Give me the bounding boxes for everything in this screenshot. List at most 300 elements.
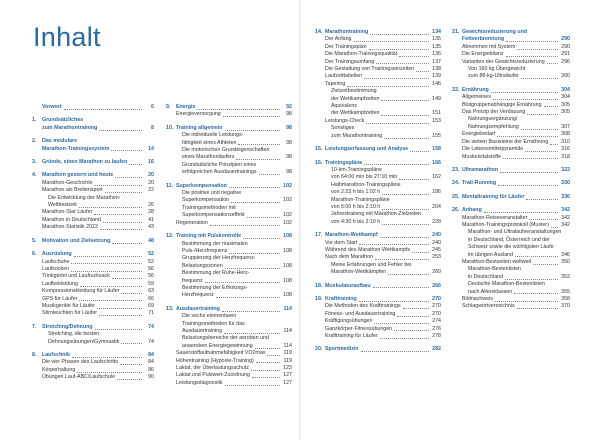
toc-page-number: 127 [283, 372, 292, 379]
toc-entry[interactable] [315, 59, 441, 66]
toc-entry[interactable] [166, 212, 292, 219]
toc-entry[interactable] [32, 195, 154, 202]
toc-section [452, 167, 570, 174]
dot-leader [491, 92, 558, 93]
dot-leader [374, 323, 429, 324]
toc-page-number: 228 [432, 218, 441, 225]
toc-entry[interactable] [166, 313, 292, 320]
toc-entry[interactable] [166, 358, 292, 365]
dot-leader [381, 115, 429, 116]
toc-entry[interactable] [166, 321, 292, 328]
toc-entry[interactable] [452, 124, 570, 131]
toc-page-number: 127 [283, 379, 292, 386]
dot-leader [251, 370, 280, 371]
toc-entry[interactable] [315, 133, 441, 140]
dot-leader [103, 222, 142, 223]
toc-entry[interactable] [32, 273, 154, 280]
toc-entry[interactable] [452, 109, 570, 116]
toc-entry[interactable] [315, 182, 441, 189]
dot-leader [382, 194, 429, 195]
toc-page-number: 358 [561, 296, 570, 302]
toc-entry-title: 10-km-Trainingspläne [331, 166, 383, 173]
toc-entry[interactable] [452, 266, 570, 273]
toc-entry[interactable] [166, 292, 292, 299]
toc-entry[interactable] [452, 131, 570, 138]
toc-entry-title: Schlagwortverzeichnis [462, 303, 515, 310]
dot-leader [243, 238, 280, 239]
toc-page-number: 305 [561, 109, 570, 116]
dot-leader [364, 164, 429, 165]
toc-entry-title: Superkompensation [176, 182, 227, 189]
toc-page-number: 63 [148, 288, 154, 295]
toc-chapter-entry[interactable] [452, 87, 570, 94]
toc-entry[interactable] [166, 350, 292, 357]
toc-section [32, 104, 154, 111]
toc-chapter-entry[interactable] [315, 283, 441, 290]
toc-entry[interactable] [452, 146, 570, 153]
toc-entry[interactable] [166, 140, 292, 147]
toc-entry-title: Ausdauertraining [182, 327, 223, 334]
toc-chapter-number: 14. [315, 29, 323, 35]
toc-entry[interactable] [166, 205, 292, 212]
dot-leader [484, 212, 558, 213]
toc-entry-title: Ausdauertraining [176, 305, 220, 312]
toc-page-number: 245 [432, 246, 441, 253]
toc-chapter-entry[interactable] [32, 159, 154, 166]
toc-entry-title: Muskulaturaufbau [325, 282, 371, 289]
toc-entry-title: Trainingsmethoden für das [182, 320, 245, 327]
toc-page-number: 291 [561, 51, 570, 58]
toc-page-number: 108 [283, 262, 292, 269]
toc-page-number: 352 [561, 273, 570, 280]
dot-leader [517, 308, 558, 309]
toc-chapter-entry[interactable] [166, 104, 292, 111]
toc-chapter-number: 26. [452, 207, 460, 214]
toc-entry-title: Grundsätzliches [42, 117, 84, 124]
dot-leader [105, 192, 142, 193]
toc-chapter-entry[interactable] [315, 346, 441, 353]
toc-chapter-number: 15. [315, 146, 323, 153]
toc-chapter-number: 25. [452, 193, 460, 200]
dot-leader [500, 172, 558, 173]
toc-entry[interactable] [315, 81, 441, 88]
dot-leader [380, 237, 429, 238]
toc-entry[interactable] [315, 36, 441, 43]
toc-entry-title: Marathontraining [325, 29, 369, 35]
toc-entry-title: Die Methoden des Krafttrainings [325, 303, 401, 310]
toc-page-number: 134 [432, 29, 441, 35]
toc-entry[interactable] [32, 209, 154, 216]
toc-entry[interactable] [452, 44, 570, 51]
toc-chapter-entry[interactable] [315, 232, 441, 239]
toc-page-number: 151 [432, 110, 441, 117]
toc-entry[interactable] [166, 270, 292, 277]
toc-entry-title: in Deutschland [468, 273, 504, 280]
toc-entry[interactable] [32, 224, 154, 231]
toc-entry-title: Puls-/Herzfrequenz [182, 247, 228, 254]
toc-entry-title: Belastungsbereiche der aeroben und [182, 335, 269, 342]
dot-leader [112, 278, 142, 279]
toc-entry[interactable] [315, 118, 441, 125]
toc-entry-title: Marathon gestern und heute [42, 172, 114, 179]
toc-entry[interactable] [315, 326, 441, 333]
toc-page-number: 307 [561, 123, 570, 130]
toc-chapter-entry[interactable] [32, 251, 154, 258]
toc-column-3 [315, 29, 441, 360]
toc-entry[interactable] [166, 285, 292, 292]
toc-chapter-entry[interactable] [452, 167, 570, 174]
toc-chapter-entry[interactable] [166, 125, 292, 132]
toc-entry[interactable] [32, 187, 154, 194]
toc-entry-title: von 2:23 h bis 1:02 h [331, 189, 381, 196]
dot-leader [376, 63, 429, 64]
toc-chapter-entry[interactable] [452, 207, 570, 214]
toc-entry-title: Krafttraining für Läufer [325, 333, 378, 340]
toc-entry[interactable] [452, 229, 570, 236]
toc-section [32, 238, 154, 245]
toc-page-number: 342 [561, 207, 570, 214]
toc-entry-title: Marathon in Deutschland [42, 216, 101, 223]
toc-chapter-entry[interactable] [166, 233, 292, 240]
toc-entry-title: Das Prinzip der Verdauung [462, 109, 526, 116]
toc-entry[interactable] [32, 331, 154, 338]
toc-entry[interactable] [452, 116, 570, 123]
toc-entry-title: fähigkeit eines Athleten [182, 139, 237, 146]
toc-page-number: 102 [283, 182, 292, 189]
toc-page-number: 260 [432, 269, 441, 276]
dot-leader [229, 187, 280, 188]
toc-entry[interactable] [166, 162, 292, 169]
toc-page-number: 52 [148, 251, 154, 258]
toc-entry[interactable] [32, 266, 154, 273]
toc-entry-title: Sonstiges [331, 125, 355, 132]
dot-leader [369, 49, 429, 50]
toc-section [452, 207, 570, 311]
dot-leader [347, 86, 429, 87]
toc-page-number: 59 [148, 280, 154, 287]
toc-entry-title: Marathon-Wettkampf [325, 232, 378, 239]
toc-entry-title: Laktat und Pulswert-Zuordnung [176, 372, 250, 379]
toc-chapter-entry[interactable] [32, 146, 154, 153]
toc-entry[interactable] [315, 167, 441, 174]
toc-entry[interactable] [315, 96, 441, 103]
toc-page-number: 162 [432, 174, 441, 181]
toc-entry-title: Training mit Pulskontrolle [176, 233, 242, 240]
toc-entry-title: Marathon als Breitensport [42, 187, 103, 194]
toc-entry[interactable] [32, 303, 154, 310]
toc-entry-title: Bestimmung der maximalen [182, 240, 248, 247]
toc-entry[interactable] [32, 202, 154, 209]
toc-page-number: 136 [432, 51, 441, 58]
dot-leader [224, 333, 280, 334]
toc-entry-title: Anhang [462, 207, 482, 214]
toc-entry[interactable] [32, 359, 154, 366]
toc-page-number: 137 [432, 58, 441, 65]
toc-entry-title: Laufsocken [42, 265, 70, 272]
toc-entry[interactable] [452, 289, 570, 296]
toc-page-number: 342 [561, 214, 570, 221]
toc-entry-title: zum Marathontraining [331, 132, 383, 139]
toc-entry[interactable] [315, 303, 441, 310]
toc-entry-title: Zielzeitbestimmung [331, 88, 377, 95]
toc-page-number: 308 [561, 131, 570, 138]
dot-leader [197, 109, 280, 110]
toc-entry[interactable] [452, 51, 570, 58]
toc-page-number: 26 [148, 202, 154, 209]
dot-leader [527, 114, 558, 115]
dot-leader [384, 138, 429, 139]
toc-chapter-entry[interactable] [315, 160, 441, 167]
dot-leader [364, 78, 429, 79]
toc-entry-title: Energiebedarf [462, 131, 496, 138]
toc-entry[interactable] [452, 296, 570, 303]
toc-entry[interactable] [32, 217, 154, 224]
toc-entry[interactable] [32, 259, 154, 266]
toc-entry[interactable] [315, 211, 441, 218]
toc-chapter-entry[interactable] [315, 146, 441, 153]
toc-chapter-entry[interactable] [32, 104, 154, 111]
toc-entry-title: Dehnungsübungen/Gymnastik [48, 338, 120, 345]
dot-leader [412, 252, 429, 253]
toc-page-number: 56 [148, 273, 154, 280]
toc-chapter-entry[interactable] [452, 194, 570, 201]
toc-entry-title: Vor dem Start [325, 239, 358, 246]
toc-chapter-entry[interactable] [32, 125, 154, 132]
toc-section [32, 172, 154, 231]
toc-entry[interactable] [315, 51, 441, 58]
toc-entry[interactable] [315, 73, 441, 80]
toc-entry[interactable] [452, 222, 570, 229]
toc-entry[interactable] [315, 110, 441, 117]
toc-entry[interactable] [166, 343, 292, 350]
dot-leader [380, 338, 429, 339]
toc-entry[interactable] [32, 310, 154, 317]
toc-entry-title: Höhentraining (Hypoxie-Training) [176, 357, 254, 364]
toc-entry-title: Tapering [325, 80, 346, 87]
dot-leader [222, 311, 280, 312]
toc-chapter-entry[interactable] [32, 138, 154, 145]
toc-entry-title: Ernährung [462, 86, 489, 93]
toc-entry[interactable] [315, 197, 441, 204]
dot-leader [99, 130, 142, 131]
toc-entry[interactable] [452, 237, 570, 244]
toc-entry[interactable] [315, 262, 441, 269]
toc-page-number: 270 [432, 303, 441, 310]
toc-entry-title: Vorwort [42, 104, 62, 110]
dot-leader [515, 256, 558, 257]
toc-chapter-entry[interactable] [452, 180, 570, 187]
toc-entry-title: Das modulare [42, 138, 78, 145]
toc-entry[interactable] [166, 190, 292, 197]
toc-entry[interactable] [315, 240, 441, 247]
toc-entry[interactable] [32, 296, 154, 303]
toc-entry[interactable] [315, 44, 441, 51]
toc-entry[interactable] [452, 281, 570, 288]
toc-chapter-entry[interactable] [315, 296, 441, 303]
toc-entry-title: Muskelvitalstoffe [462, 153, 502, 160]
toc-page-number: 270 [432, 296, 441, 302]
toc-entry[interactable] [32, 339, 154, 346]
toc-entry-title: Trinkgürtel und Laufrucksack [42, 273, 110, 280]
toc-entry[interactable] [315, 125, 441, 132]
toc-chapter-entry[interactable] [452, 29, 570, 36]
dot-leader [121, 293, 142, 294]
toc-entry[interactable] [315, 204, 441, 211]
toc-entry-title: Die sechs elementaren [182, 313, 237, 320]
toc-chapter-number: 23. [452, 166, 460, 173]
dot-leader [94, 214, 142, 215]
toc-page-number: 123 [283, 365, 292, 371]
toc-entry[interactable] [452, 215, 570, 222]
toc-page-number: 155 [432, 132, 441, 139]
toc-chapter-entry[interactable] [166, 183, 292, 190]
toc-page-number: 370 [561, 303, 570, 310]
toc-entry-title: Die Entwicklung der Marathon- [48, 194, 121, 201]
dot-leader [259, 174, 281, 175]
toc-entry[interactable] [166, 147, 292, 154]
toc-page-number: 304 [561, 86, 570, 93]
toc-entry[interactable] [452, 59, 570, 66]
toc-entry[interactable] [166, 328, 292, 335]
toc-entry-title: im übrigen Ausland [468, 251, 514, 258]
toc-entry[interactable] [452, 66, 570, 73]
toc-entry-title: Weltbestzeit [48, 202, 77, 209]
toc-entry[interactable] [166, 255, 292, 262]
toc-entry[interactable] [315, 247, 441, 254]
toc-chapter-entry[interactable] [32, 172, 154, 179]
toc-page-number: 266 [432, 282, 441, 289]
toc-entry[interactable] [32, 288, 154, 295]
toc-entry[interactable] [166, 335, 292, 342]
toc-entry[interactable] [452, 259, 570, 266]
toc-entry[interactable] [315, 66, 441, 73]
toc-entry[interactable] [166, 197, 292, 204]
toc-chapter-entry[interactable] [32, 324, 154, 331]
toc-chapter-number: 10. [166, 124, 174, 131]
toc-entry[interactable] [166, 132, 292, 139]
toc-entry-title: von 4:30 h bis 2:10 h [331, 218, 381, 225]
toc-chapter-number: 21. [452, 29, 460, 35]
toc-entry[interactable] [315, 269, 441, 276]
toc-chapter-entry[interactable] [32, 117, 154, 124]
toc-entry-title: Krafttraining [325, 296, 357, 302]
toc-page-number: 278 [432, 333, 441, 340]
toc-page-number: 342 [561, 221, 570, 228]
toc-entry[interactable] [166, 372, 292, 379]
toc-entry[interactable] [166, 169, 292, 176]
toc-chapter-entry[interactable] [32, 238, 154, 245]
toc-page-number: 14 [148, 145, 154, 152]
toc-page-number: 108 [283, 277, 292, 284]
toc-entry-title: Halbmarathon-Trainingspläne [331, 181, 401, 188]
toc-entry[interactable] [166, 220, 292, 227]
toc-entry[interactable] [166, 248, 292, 255]
toc-entry[interactable] [315, 174, 441, 181]
toc-entry-title: frequenz [182, 277, 203, 284]
toc-entry[interactable] [166, 111, 292, 118]
toc-entry-title: Die Gestaltung von Trainingseinzeiten [325, 66, 415, 73]
toc-section [315, 160, 441, 227]
toc-entry[interactable] [452, 94, 570, 101]
toc-entry[interactable] [315, 88, 441, 95]
toc-entry[interactable] [166, 278, 292, 285]
toc-entry[interactable] [452, 252, 570, 259]
toc-entry[interactable] [315, 254, 441, 261]
toc-entry[interactable] [32, 180, 154, 187]
toc-entry[interactable] [315, 318, 441, 325]
dot-leader [111, 150, 142, 151]
toc-entry[interactable] [166, 365, 292, 372]
toc-entry[interactable] [166, 241, 292, 248]
toc-entry[interactable] [452, 303, 570, 310]
toc-entry-title: Belastungszonen [182, 262, 223, 269]
dot-leader [497, 136, 558, 137]
toc-entry[interactable] [32, 281, 154, 288]
toc-page-number: 20 [148, 179, 154, 186]
dot-leader [403, 308, 429, 309]
toc-entry-title: Die positive und negative [182, 190, 242, 197]
toc-entry-title: nach Altersklassen [468, 288, 513, 295]
dot-leader [231, 202, 280, 203]
toc-entry[interactable] [32, 374, 154, 381]
toc-entry[interactable] [315, 103, 441, 110]
toc-entry-title: der Wettkampfzeiten [331, 110, 380, 117]
toc-column-1 [32, 104, 154, 388]
toc-entry[interactable] [166, 380, 292, 387]
toc-page-number: 290 [561, 43, 570, 50]
toc-entry-title: Äquivalenz [331, 103, 357, 110]
toc-page-number: 318 [561, 153, 570, 160]
toc-entry[interactable] [452, 102, 570, 109]
dot-leader [129, 164, 142, 165]
toc-page-number: 146 [432, 80, 441, 87]
toc-entry-title: Leistungserfassung und Analyse [325, 146, 409, 153]
toc-entry[interactable] [452, 73, 570, 80]
dot-leader [526, 199, 558, 200]
toc-entry[interactable] [452, 274, 570, 281]
toc-page-number: 158 [432, 146, 441, 153]
toc-entry[interactable] [315, 333, 441, 340]
toc-entry[interactable] [452, 154, 570, 161]
dot-leader [359, 244, 429, 245]
toc-page-number: 90 [148, 374, 154, 381]
toc-section [315, 346, 441, 353]
toc-entry-title: der Wettkampfzeiten [331, 95, 380, 102]
toc-chapter-entry[interactable] [166, 306, 292, 313]
toc-entry-title: Körperhaltung [42, 366, 76, 373]
toc-entry[interactable] [166, 154, 292, 161]
toc-entry[interactable] [315, 219, 441, 226]
toc-chapter-entry[interactable] [452, 36, 570, 43]
toc-chapter-entry[interactable] [32, 352, 154, 359]
toc-chapter-number: 7. [32, 323, 37, 330]
toc-page-number: 276 [432, 325, 441, 332]
toc-entry[interactable] [452, 244, 570, 251]
toc-page-number: 114 [283, 327, 292, 334]
toc-entry[interactable] [166, 263, 292, 270]
toc-column-2 [166, 104, 292, 393]
toc-page-number: 84 [148, 351, 154, 358]
toc-entry[interactable] [315, 189, 441, 196]
dot-leader [255, 348, 280, 349]
toc-entry[interactable] [315, 311, 441, 318]
toc-entry[interactable] [452, 139, 570, 146]
toc-entry-title: Bestimmung der Ruhe-Herz- [182, 270, 250, 277]
toc-page-number: 98 [286, 124, 292, 131]
toc-chapter-entry[interactable] [315, 29, 441, 36]
toc-page-number: 16 [148, 159, 154, 166]
toc-chapter-number: 3. [32, 159, 37, 166]
